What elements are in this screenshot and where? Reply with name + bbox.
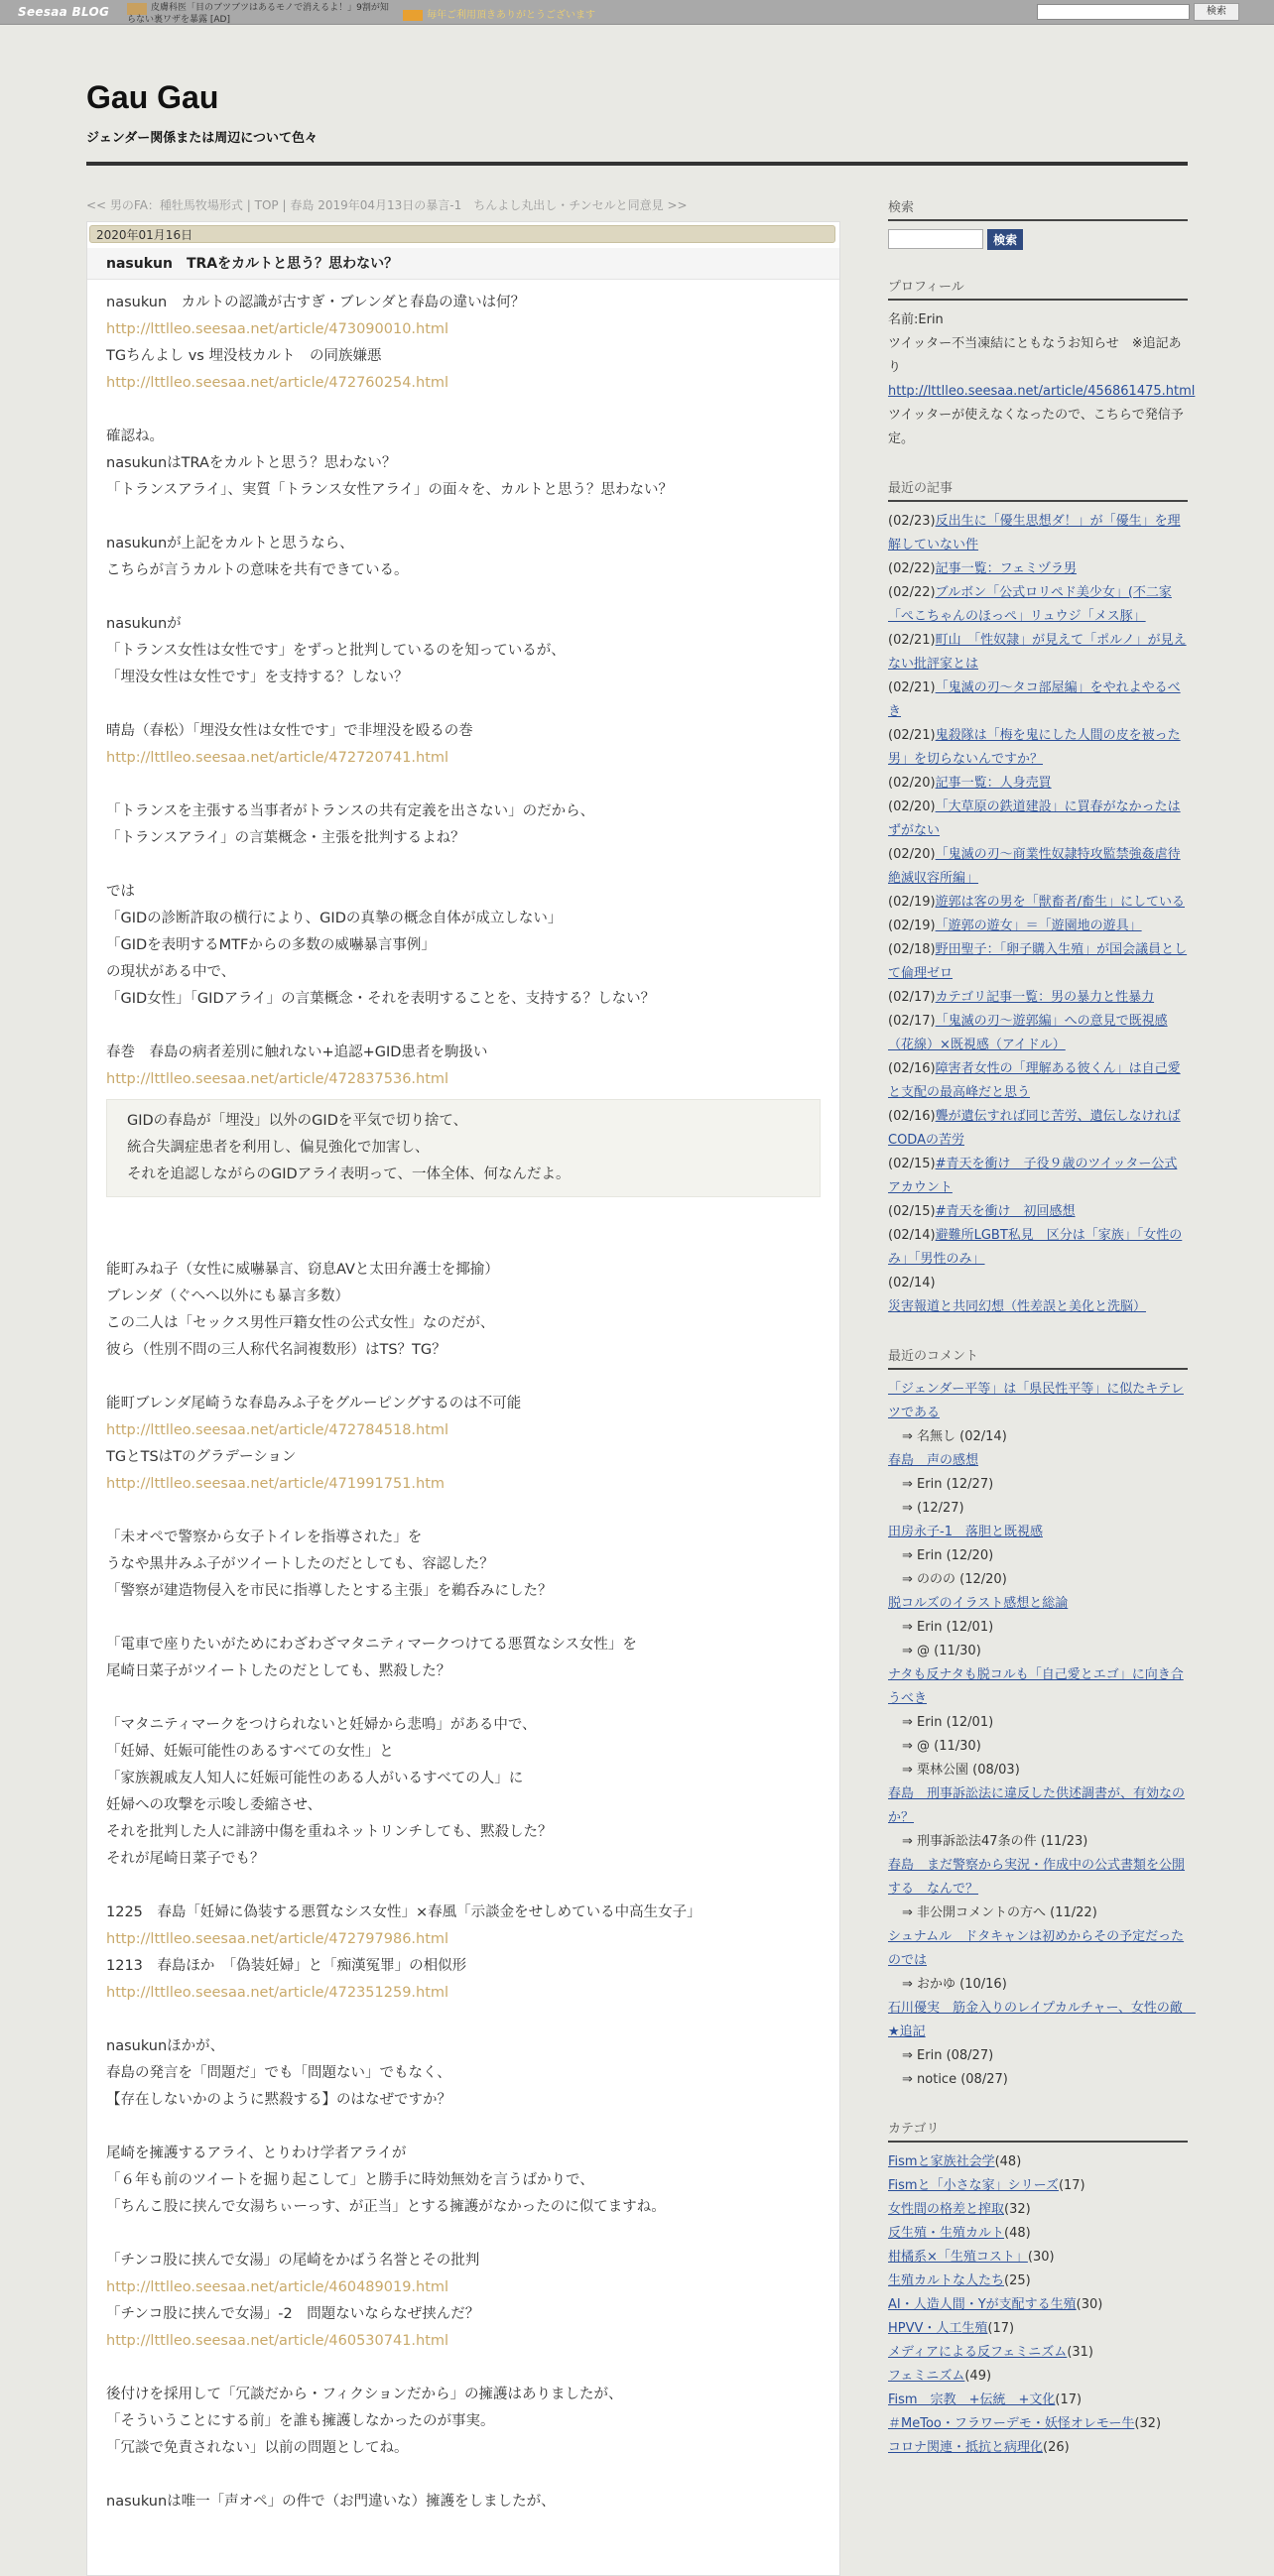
category-link[interactable]: 春島 bbox=[290, 198, 315, 212]
category-link[interactable]: 女性間の格差と搾取 bbox=[888, 2202, 1005, 2217]
body-line: 「トランスを主張する当事者がトランスの共有定義を出さない」のだから、 bbox=[106, 803, 595, 819]
recent-article-link[interactable]: 「鬼滅の刃～商業性奴隷特攻監禁強姦虐待絶滅収容所編」 bbox=[888, 847, 1181, 886]
recent-article-date: (02/20) bbox=[888, 847, 936, 862]
category-item bbox=[888, 2341, 1188, 2365]
comment-author: ⇒ ののの (12/20) bbox=[902, 1572, 1007, 1587]
category-link[interactable]: メディアによる反フェミニズム bbox=[888, 2345, 1068, 2360]
blank-line bbox=[106, 1873, 821, 1900]
prev-entry-link[interactable]: << 男のFA：種牡馬牧場形式 bbox=[86, 198, 243, 212]
category-link[interactable]: Fism 宗教 +伝統 +文化 bbox=[888, 2392, 1056, 2407]
body-line: ブレンダ（ぐへへ以外にも暴言多数） bbox=[106, 1288, 349, 1304]
sidebar bbox=[888, 196, 1196, 2486]
recent-article-link[interactable]: 障害者女性の「理解ある彼くん」は自己愛と支配の最高峰だと思う bbox=[888, 1061, 1181, 1100]
body-line: 能町みね子（女性に威嚇暴言、窃息AVと太田弁護士を揶揄） bbox=[106, 1262, 499, 1278]
category-count: (32) bbox=[1134, 2416, 1162, 2431]
comment-article-item bbox=[888, 1378, 1188, 1425]
article-link[interactable]: http://lttlleo.seesaa.net/article/471991751.htm bbox=[106, 1476, 446, 1492]
sidebar-search-button[interactable]: 検索 bbox=[987, 229, 1023, 250]
body-line: 「電車で座りたいがためにわざわざマタニティマークつけてる悪質なシス女性」を bbox=[106, 1637, 637, 1653]
recent-article-item bbox=[888, 891, 1188, 915]
blank-line bbox=[106, 772, 821, 798]
body-line: 「妊婦、妊娠可能性のあるすべての女性」と bbox=[106, 1744, 394, 1760]
body-line: TGとTSはTのグラデーション bbox=[106, 1449, 297, 1465]
category-link[interactable]: Fismと家族社会学 bbox=[888, 2154, 995, 2169]
comment-author: ⇒ Erin (12/01) bbox=[902, 1620, 994, 1635]
recent-article-item bbox=[888, 676, 1188, 724]
entry-date: 2020年01月16日 bbox=[89, 225, 835, 243]
category-link[interactable]: 反生殖・生殖カルト bbox=[888, 2226, 1005, 2241]
comment-author: ⇒ 名無し (02/14) bbox=[902, 1429, 1007, 1444]
profile-note: ツイッター不当凍結にともなうお知らせ ※追記あり bbox=[888, 336, 1182, 375]
body-line: 春島の発言を「問題だ」でも「問題ない」でもなく、 bbox=[106, 2065, 451, 2081]
recent-article-item bbox=[888, 1057, 1188, 1105]
comment-author: ⇒ 栗林公園 (08/03) bbox=[902, 1763, 1020, 1778]
comment-article-link[interactable]: 春島 まだ警察から実況・作成中の公式書類を公開する なんで？ bbox=[888, 1858, 1186, 1897]
recent-article-item bbox=[888, 1105, 1188, 1153]
body-line: 「警察が建造物侵入を市民に指導したとする主張」を鵜呑みにした？ bbox=[106, 1583, 553, 1599]
recent-article-link[interactable]: 遊郭は客の男を「獣畜者/畜生」にしている bbox=[935, 895, 1185, 910]
recent-article-link[interactable]: 野田聖子：「卵子購入生殖」が国会議員として倫理ゼロ bbox=[888, 942, 1188, 981]
body-line: 1213 春島ほか 「偽装妊婦」と「痴漢冤罪」の相似形 bbox=[106, 1958, 467, 1974]
recent-article-item bbox=[888, 986, 1188, 1010]
comment-article-link[interactable]: 田房永子-1 落胆と既視感 bbox=[888, 1525, 1043, 1539]
recent-article-link[interactable]: カテゴリ記事一覧：男の暴力と性暴力 bbox=[935, 990, 1155, 1005]
comment-article-item bbox=[888, 1592, 1188, 1616]
category-count: (31) bbox=[1067, 2345, 1093, 2360]
recent-article-link[interactable]: 町山 「性奴隷」が見えて「ポルノ」が見えない批評家とは bbox=[888, 633, 1187, 672]
quote-line: GIDの春島が「埋没」以外のGIDを平気で切り捨て、 bbox=[127, 1113, 468, 1129]
category-link[interactable]: Fismと「小さな家」シリーズ bbox=[888, 2178, 1059, 2193]
profile-name: 名前:Erin bbox=[888, 312, 944, 327]
recent-articles-section bbox=[888, 477, 1188, 1319]
recent-article-date: (02/16) bbox=[888, 1061, 936, 1076]
search-heading: 検索 bbox=[888, 196, 1188, 221]
site-description: ジェンダー関係または周辺について色々 bbox=[86, 131, 318, 146]
recent-article-date: (02/15) bbox=[888, 1204, 936, 1219]
recent-article-date: (02/19) bbox=[888, 895, 936, 910]
entry-title[interactable]: nasukun TRAをカルトと思う？思わない？ bbox=[87, 248, 839, 280]
comment-article-link[interactable]: 脱コルズのイラスト感想と総論 bbox=[888, 1596, 1069, 1611]
blockquote bbox=[106, 1099, 821, 1197]
body-line: nasukunほかが、 bbox=[106, 2038, 225, 2054]
comment-author: ⇒ (12/27) bbox=[902, 1501, 964, 1516]
category-count: (30) bbox=[1076, 2297, 1103, 2312]
category-item bbox=[888, 2389, 1188, 2412]
body-line: 確認ね。 bbox=[106, 429, 164, 444]
body-line: 【存在しないかのように黙殺する】のはなぜですか？ bbox=[106, 2092, 451, 2108]
blank-line bbox=[106, 397, 821, 424]
recent-article-item bbox=[888, 1200, 1188, 1224]
body-line: では bbox=[106, 884, 135, 900]
article-link[interactable]: http://lttlleo.seesaa.net/article/460489019.html bbox=[106, 2279, 449, 2295]
comment-article-item bbox=[888, 1997, 1196, 2044]
category-item bbox=[888, 2150, 1188, 2174]
blog-entry bbox=[86, 221, 840, 2576]
header-divider bbox=[86, 162, 1188, 166]
recent-article-date: (02/20) bbox=[888, 776, 936, 791]
comment-author: ⇒ @ (11/30) bbox=[902, 1644, 981, 1658]
blank-line bbox=[106, 2114, 821, 2141]
entry-navigation bbox=[86, 196, 840, 213]
profile-heading: プロフィール bbox=[888, 276, 1188, 301]
category-item bbox=[888, 2365, 1188, 2389]
category-link[interactable]: AI・人造人間・Yが支配する生殖 bbox=[888, 2297, 1077, 2312]
body-line: TGちんよし vs 埋没枝カルト の同族嫌悪 bbox=[106, 348, 382, 364]
body-line: 「埋没女性は女性です」を支持する？しない？ bbox=[106, 670, 409, 685]
article-link[interactable]: http://lttlleo.seesaa.net/article/472797986.html bbox=[106, 1931, 449, 1947]
category-count: (30) bbox=[1027, 2250, 1055, 2265]
recent-article-item bbox=[888, 557, 1188, 581]
search-section bbox=[888, 196, 1188, 250]
blank-line bbox=[106, 852, 821, 879]
comment-article-link[interactable]: シュナムル ドタキャンは初めからその予定だったのでは bbox=[888, 1929, 1185, 1968]
blank-line bbox=[106, 2221, 821, 2248]
body-line: この二人は「セックス男性戸籍女性の公式女性」なのだが、 bbox=[106, 1315, 495, 1331]
blank-line bbox=[106, 1498, 821, 1525]
ad-thumbnail-icon bbox=[403, 10, 423, 21]
recent-article-item bbox=[888, 1153, 1188, 1200]
article-link[interactable]: http://lttlleo.seesaa.net/article/473090010.html bbox=[106, 321, 449, 337]
body-line: 「６年も前のツイートを掘り起こして」と勝手に時効無効を言うばかりで、 bbox=[106, 2172, 594, 2188]
seesaa-logo[interactable]: Seesaa BLOG bbox=[18, 5, 110, 19]
comment-article-item bbox=[888, 1782, 1188, 1830]
category-link[interactable]: ＃MeToo・フラワーデモ・妖怪オレモー牛 bbox=[888, 2416, 1135, 2431]
body-line: 「GID女性」「GIDアライ」の言葉概念・それを表明することを、支持する？しない？ bbox=[106, 991, 656, 1007]
profile-note-2: ツイッターが使えなくなったので、こちらで発信予定。 bbox=[888, 408, 1184, 446]
category-item bbox=[888, 2246, 1188, 2269]
comment-author: ⇒ Erin (12/20) bbox=[902, 1548, 994, 1563]
article-link[interactable]: http://lttlleo.seesaa.net/article/472837536.html bbox=[106, 1071, 449, 1087]
body-line: 「チンコ股に挟んで女湯」の尾崎をかばう名誉とその批判 bbox=[106, 2253, 480, 2269]
blank-line bbox=[106, 2355, 821, 2382]
body-line: 「トランスアライ」の言葉概念・主張を批判するよね？ bbox=[106, 830, 465, 846]
body-line: 彼ら（性別不問の三人称代名詞複数形）はTS？TG？ bbox=[106, 1342, 446, 1358]
recent-article-date: (02/21) bbox=[888, 633, 936, 648]
blank-line bbox=[106, 2007, 821, 2033]
recent-article-date: (02/16) bbox=[888, 1109, 936, 1124]
body-line: 「チンコ股に挟んで女湯」-2 問題ないならなぜ挟んだ？ bbox=[106, 2306, 480, 2322]
comment-article-item bbox=[888, 1449, 1188, 1473]
category-count: (17) bbox=[987, 2321, 1015, 2336]
body-line: こちらが言うカルトの意味を共有できている。 bbox=[106, 562, 409, 578]
body-line: 1225 春島「妊婦に偽装する悪質なシス女性」×春風「示談金をせしめている中高生女子」 bbox=[106, 1904, 701, 1920]
blank-line bbox=[106, 2462, 821, 2489]
category-item bbox=[888, 2222, 1188, 2246]
comment-author: ⇒ Erin (08/27) bbox=[902, 2048, 994, 2063]
body-line: 「冗談で免責されない」以前の問題としてね。 bbox=[106, 2440, 409, 2456]
blank-line bbox=[106, 1203, 821, 1230]
recent-article-link[interactable]: 記事一覧：フェミヅラ男 bbox=[935, 561, 1077, 576]
body-line: 「GIDを表明するMTFからの多数の威嚇暴言事例」 bbox=[106, 937, 436, 953]
recent-article-link[interactable]: ブルボン「公式ロリペド美少女」(不二家「ぺこちゃんのほっぺ」リュウジ「メス豚」 bbox=[888, 585, 1172, 624]
nav-separator: | bbox=[282, 198, 287, 212]
category-count: (32) bbox=[1004, 2202, 1031, 2217]
recent-article-link[interactable]: 鬼殺隊は「梅を鬼にした人間の皮を被った男」を切らないんですか？ bbox=[888, 728, 1181, 767]
comment-article-item bbox=[888, 1854, 1188, 1901]
body-line: 尾崎を擁護するアライ、とりわけ学者アライが bbox=[106, 2146, 407, 2161]
category-item bbox=[888, 2412, 1188, 2436]
recent-comments-section bbox=[888, 1345, 1196, 2092]
comment-author: ⇒ 刑事訴訟法47条の件 (11/23) bbox=[902, 1834, 1088, 1849]
comment-article-link[interactable]: 春島 声の感想 bbox=[888, 1453, 979, 1468]
recent-article-item bbox=[888, 1224, 1188, 1272]
seesaa-topbar bbox=[0, 0, 1274, 25]
category-count: (26) bbox=[1043, 2440, 1070, 2455]
body-line: 「そういうことにする前」を誰も擁護しなかったのが事実。 bbox=[106, 2413, 495, 2429]
recent-article-date: (02/21) bbox=[888, 728, 936, 743]
body-line: それを批判した人に誹謗中傷を重ねネットリンチしても、黙殺した？ bbox=[106, 1824, 553, 1840]
body-line: 晴島（春松）「埋没女性は女性です」で非埋没を殴るの巻 bbox=[106, 723, 473, 739]
category-link[interactable]: コロナ関連・抵抗と病理化 bbox=[888, 2440, 1044, 2455]
category-item bbox=[888, 2269, 1188, 2293]
recent-article-link[interactable]: 災害報道と共同幻想（性差誤と美化と洗脳） bbox=[888, 1299, 1147, 1314]
body-line: nasukunはTRAをカルトと思う？思わない？ bbox=[106, 455, 397, 471]
body-line: nasukun カルトの認識が古すぎ・ブレンダと春島の違いは何？ bbox=[106, 295, 526, 310]
body-line: うなや黒井みふ子がツイートしたのだとしても、容認した？ bbox=[106, 1556, 494, 1572]
body-line: の現状がある中で、 bbox=[106, 964, 236, 980]
recent-article-date: (02/21) bbox=[888, 680, 936, 695]
recent-article-item bbox=[888, 1010, 1188, 1057]
body-line: nasukunが bbox=[106, 616, 182, 632]
recent-article-date: (02/23) bbox=[888, 514, 936, 529]
article-link[interactable]: http://lttlleo.seesaa.net/article/472720741.html bbox=[106, 750, 449, 766]
comment-author: ⇒ notice (08/27) bbox=[902, 2072, 1008, 2087]
category-item bbox=[888, 2174, 1188, 2198]
recent-article-item bbox=[888, 629, 1188, 676]
recent-article-link[interactable]: 「遊郭の遊女」＝「遊園地の遊具」 bbox=[935, 919, 1142, 933]
comment-author: ⇒ @ (11/30) bbox=[902, 1739, 981, 1754]
recent-article-item bbox=[888, 772, 1188, 796]
category-link[interactable]: フェミニズム bbox=[888, 2369, 965, 2384]
recent-article-link[interactable]: 記事一覧：人身売買 bbox=[935, 776, 1052, 791]
recent-article-date: (02/20) bbox=[888, 799, 936, 814]
sidebar-search-input[interactable] bbox=[888, 229, 983, 249]
blank-line bbox=[106, 691, 821, 718]
category-item bbox=[888, 2317, 1188, 2341]
category-count: (17) bbox=[1058, 2178, 1085, 2193]
recent-article-item bbox=[888, 581, 1188, 629]
body-line: nasukunは唯一「声オペ」の件で（お門違いな）擁護をしましたが、 bbox=[106, 2494, 556, 2510]
recent-article-link[interactable]: 反出生に「優生思想ダ！」が「優生」を理解していない件 bbox=[888, 514, 1181, 552]
blank-line bbox=[106, 1685, 821, 1712]
recent-article-date: (02/14) bbox=[888, 1276, 936, 1290]
quote-line: それを追認しながらのGIDアライ表明って、一体全体、何なんだよ。 bbox=[127, 1166, 571, 1182]
recent-article-item bbox=[888, 843, 1188, 891]
comment-author: ⇒ 非公開コメントの方へ (11/22) bbox=[902, 1905, 1097, 1920]
nav-separator: | bbox=[246, 198, 251, 212]
recent-article-item bbox=[888, 1272, 1188, 1319]
body-line: 尾崎日菜子がツイートしたのだとしても、黙殺した？ bbox=[106, 1663, 451, 1679]
comment-article-link[interactable]: 石川優実 筋金入りのレイプカルチャー、女性の敵 ★追記 bbox=[888, 2001, 1196, 2039]
profile-section bbox=[888, 276, 1196, 451]
recent-article-item bbox=[888, 796, 1188, 843]
body-line: 「マタニティマークをつけられないと妊婦から悲鳴」がある中で、 bbox=[106, 1717, 537, 1733]
body-line: 「トランスアライ」、実質「トランス女性アライ」の面々を、カルトと思う？思わない？ bbox=[106, 482, 674, 498]
recent-articles-heading: 最近の記事 bbox=[888, 477, 1188, 502]
comment-author: ⇒ おかゆ (10/16) bbox=[902, 1977, 1007, 1992]
body-line: 「未オペで警察から女子トイレを指導された」を bbox=[106, 1530, 423, 1545]
recent-article-item bbox=[888, 724, 1188, 772]
category-link[interactable]: HPVV・人工生殖 bbox=[888, 2321, 988, 2336]
top-search-button[interactable]: 検索 bbox=[1194, 3, 1239, 21]
recent-article-link[interactable]: 聾が遺伝すれば同じ苦労、遺伝しなければCODAの苦労 bbox=[888, 1109, 1181, 1148]
blank-line bbox=[106, 1230, 821, 1257]
recent-article-link[interactable]: 避難所LGBT私見 区分は「家族」「女性のみ」「男性のみ」 bbox=[888, 1228, 1183, 1267]
body-line: 能町ブレンダ尾崎うな春島みふ子をグルーピングするのは不可能 bbox=[106, 1396, 522, 1411]
body-line: それが尾崎日菜子でも？ bbox=[106, 1851, 265, 1867]
body-line: 「トランス女性は女性です」をずっと批判しているのを知っているが、 bbox=[106, 643, 566, 659]
recent-article-date: (02/14) bbox=[888, 1228, 936, 1243]
article-link[interactable]: http://lttlleo.seesaa.net/article/472760254.html bbox=[106, 375, 449, 391]
recent-article-item bbox=[888, 915, 1188, 938]
body-line: 妊婦への攻撃を示唆し委縮させ、 bbox=[106, 1797, 322, 1813]
top-ad-link[interactable]: 皮膚科医「目のブツブツはあるモノで消えるよ！」9割が知らない裏ワザを暴露 [AD] bbox=[127, 3, 389, 25]
recent-article-date: (02/17) bbox=[888, 990, 936, 1005]
body-line: 後付けを採用して「冗談だから・フィクションだから」の擁護はありましたが、 bbox=[106, 2387, 623, 2402]
comment-article-item bbox=[888, 1925, 1188, 1973]
body-line: 「家族親戚友人知人に妊娠可能性のある人がいるすべての人」に bbox=[106, 1771, 524, 1786]
comment-author: ⇒ Erin (12/01) bbox=[902, 1715, 994, 1730]
site-header bbox=[86, 77, 1188, 146]
top-link[interactable]: TOP bbox=[254, 198, 279, 212]
next-entry-link[interactable]: 2019年04月13日の暴言-1 ちんよし丸出し・チンセルと同意見 >> bbox=[318, 198, 688, 212]
category-item bbox=[888, 2198, 1188, 2222]
comment-article-item bbox=[888, 1521, 1188, 1544]
recent-article-link[interactable]: 「大草原の鉄道建設」に買春がなかったはずがない bbox=[888, 799, 1181, 838]
recent-article-date: (02/22) bbox=[888, 585, 936, 600]
comment-article-link[interactable]: 春島 刑事訴訟法に違反した供述調書が、有効なのか？ bbox=[888, 1786, 1186, 1825]
top-search-input[interactable] bbox=[1037, 4, 1190, 20]
blank-line bbox=[106, 1013, 821, 1040]
category-count: (17) bbox=[1055, 2392, 1083, 2407]
blank-line bbox=[106, 504, 821, 531]
blank-line bbox=[106, 1364, 821, 1391]
quote-line: 統合失調症患者を利用し、偏見強化で加害し、 bbox=[127, 1140, 430, 1156]
recent-article-item bbox=[888, 510, 1188, 557]
recent-article-date: (02/15) bbox=[888, 1157, 936, 1171]
recent-article-item bbox=[888, 938, 1188, 986]
comment-article-link[interactable]: ナタも反ナタも脱コルも「自己愛とエゴ」に向き合うべき bbox=[888, 1667, 1184, 1706]
top-ad-link-2[interactable]: 毎年ご利用頂きありがとうございます bbox=[403, 6, 595, 21]
entry-body bbox=[106, 290, 821, 2515]
category-item bbox=[888, 2436, 1188, 2460]
body-line: 「ちんこ股に挟んで女湯ちぃーっす、が正当」とする擁護がなかったのに似てますね。 bbox=[106, 2199, 666, 2215]
recent-article-date: (02/17) bbox=[888, 1014, 936, 1029]
recent-article-date: (02/22) bbox=[888, 561, 936, 576]
blank-line bbox=[106, 584, 821, 611]
category-count: (48) bbox=[994, 2154, 1022, 2169]
category-count: (49) bbox=[964, 2369, 992, 2384]
recent-comments-heading: 最近のコメント bbox=[888, 1345, 1188, 1370]
category-link[interactable]: 生殖カルトな人たち bbox=[888, 2273, 1005, 2288]
recent-article-link[interactable]: 「鬼滅の刃～タコ部屋編」をやれよやるべき bbox=[888, 680, 1181, 719]
body-line: 春巻 春島の病者差別に触れない+追認+GID患者を駒扱い bbox=[106, 1044, 488, 1060]
body-line: nasukunが上記をカルトと思うなら、 bbox=[106, 536, 354, 552]
category-item bbox=[888, 2293, 1188, 2317]
recent-article-link[interactable]: #青天を衝け 子役９歳のツイッター公式アカウント bbox=[888, 1157, 1178, 1195]
site-title[interactable]: Gau Gau bbox=[86, 79, 219, 115]
main-column bbox=[86, 196, 840, 2576]
article-link[interactable]: http://lttlleo.seesaa.net/article/472784518.html bbox=[106, 1422, 449, 1438]
category-count: (25) bbox=[1004, 2273, 1031, 2288]
article-link[interactable]: http://lttlleo.seesaa.net/article/472351259.html bbox=[106, 1985, 449, 2001]
profile-link[interactable]: http://lttlleo.seesaa.net/article/456861475.html bbox=[888, 384, 1196, 399]
comment-article-link[interactable]: 「ジェンダー平等」は「県民性平等」に似たキテレツである bbox=[888, 1382, 1184, 1420]
recent-article-date: (02/19) bbox=[888, 919, 936, 933]
blank-line bbox=[106, 1605, 821, 1632]
recent-article-link[interactable]: 「鬼滅の刃～遊郭編」への意見で既視感（花線）×既視感（アイドル） bbox=[888, 1014, 1168, 1052]
categories-heading: カテゴリ bbox=[888, 2118, 1188, 2143]
recent-article-link[interactable]: #青天を衝け 初回感想 bbox=[935, 1204, 1076, 1219]
comment-article-item bbox=[888, 1663, 1188, 1711]
category-link[interactable]: 柑橘系×「生殖コスト」 bbox=[888, 2250, 1028, 2265]
recent-article-date: (02/18) bbox=[888, 942, 936, 957]
categories-section bbox=[888, 2118, 1188, 2460]
body-line: 「GIDの診断許取の横行により、GIDの真摯の概念自体が成立しない」 bbox=[106, 911, 563, 926]
comment-author: ⇒ Erin (12/27) bbox=[902, 1477, 994, 1492]
category-count: (48) bbox=[1004, 2226, 1031, 2241]
article-link[interactable]: http://lttlleo.seesaa.net/article/460530741.html bbox=[106, 2333, 449, 2349]
ad-thumbnail-icon bbox=[127, 3, 147, 15]
